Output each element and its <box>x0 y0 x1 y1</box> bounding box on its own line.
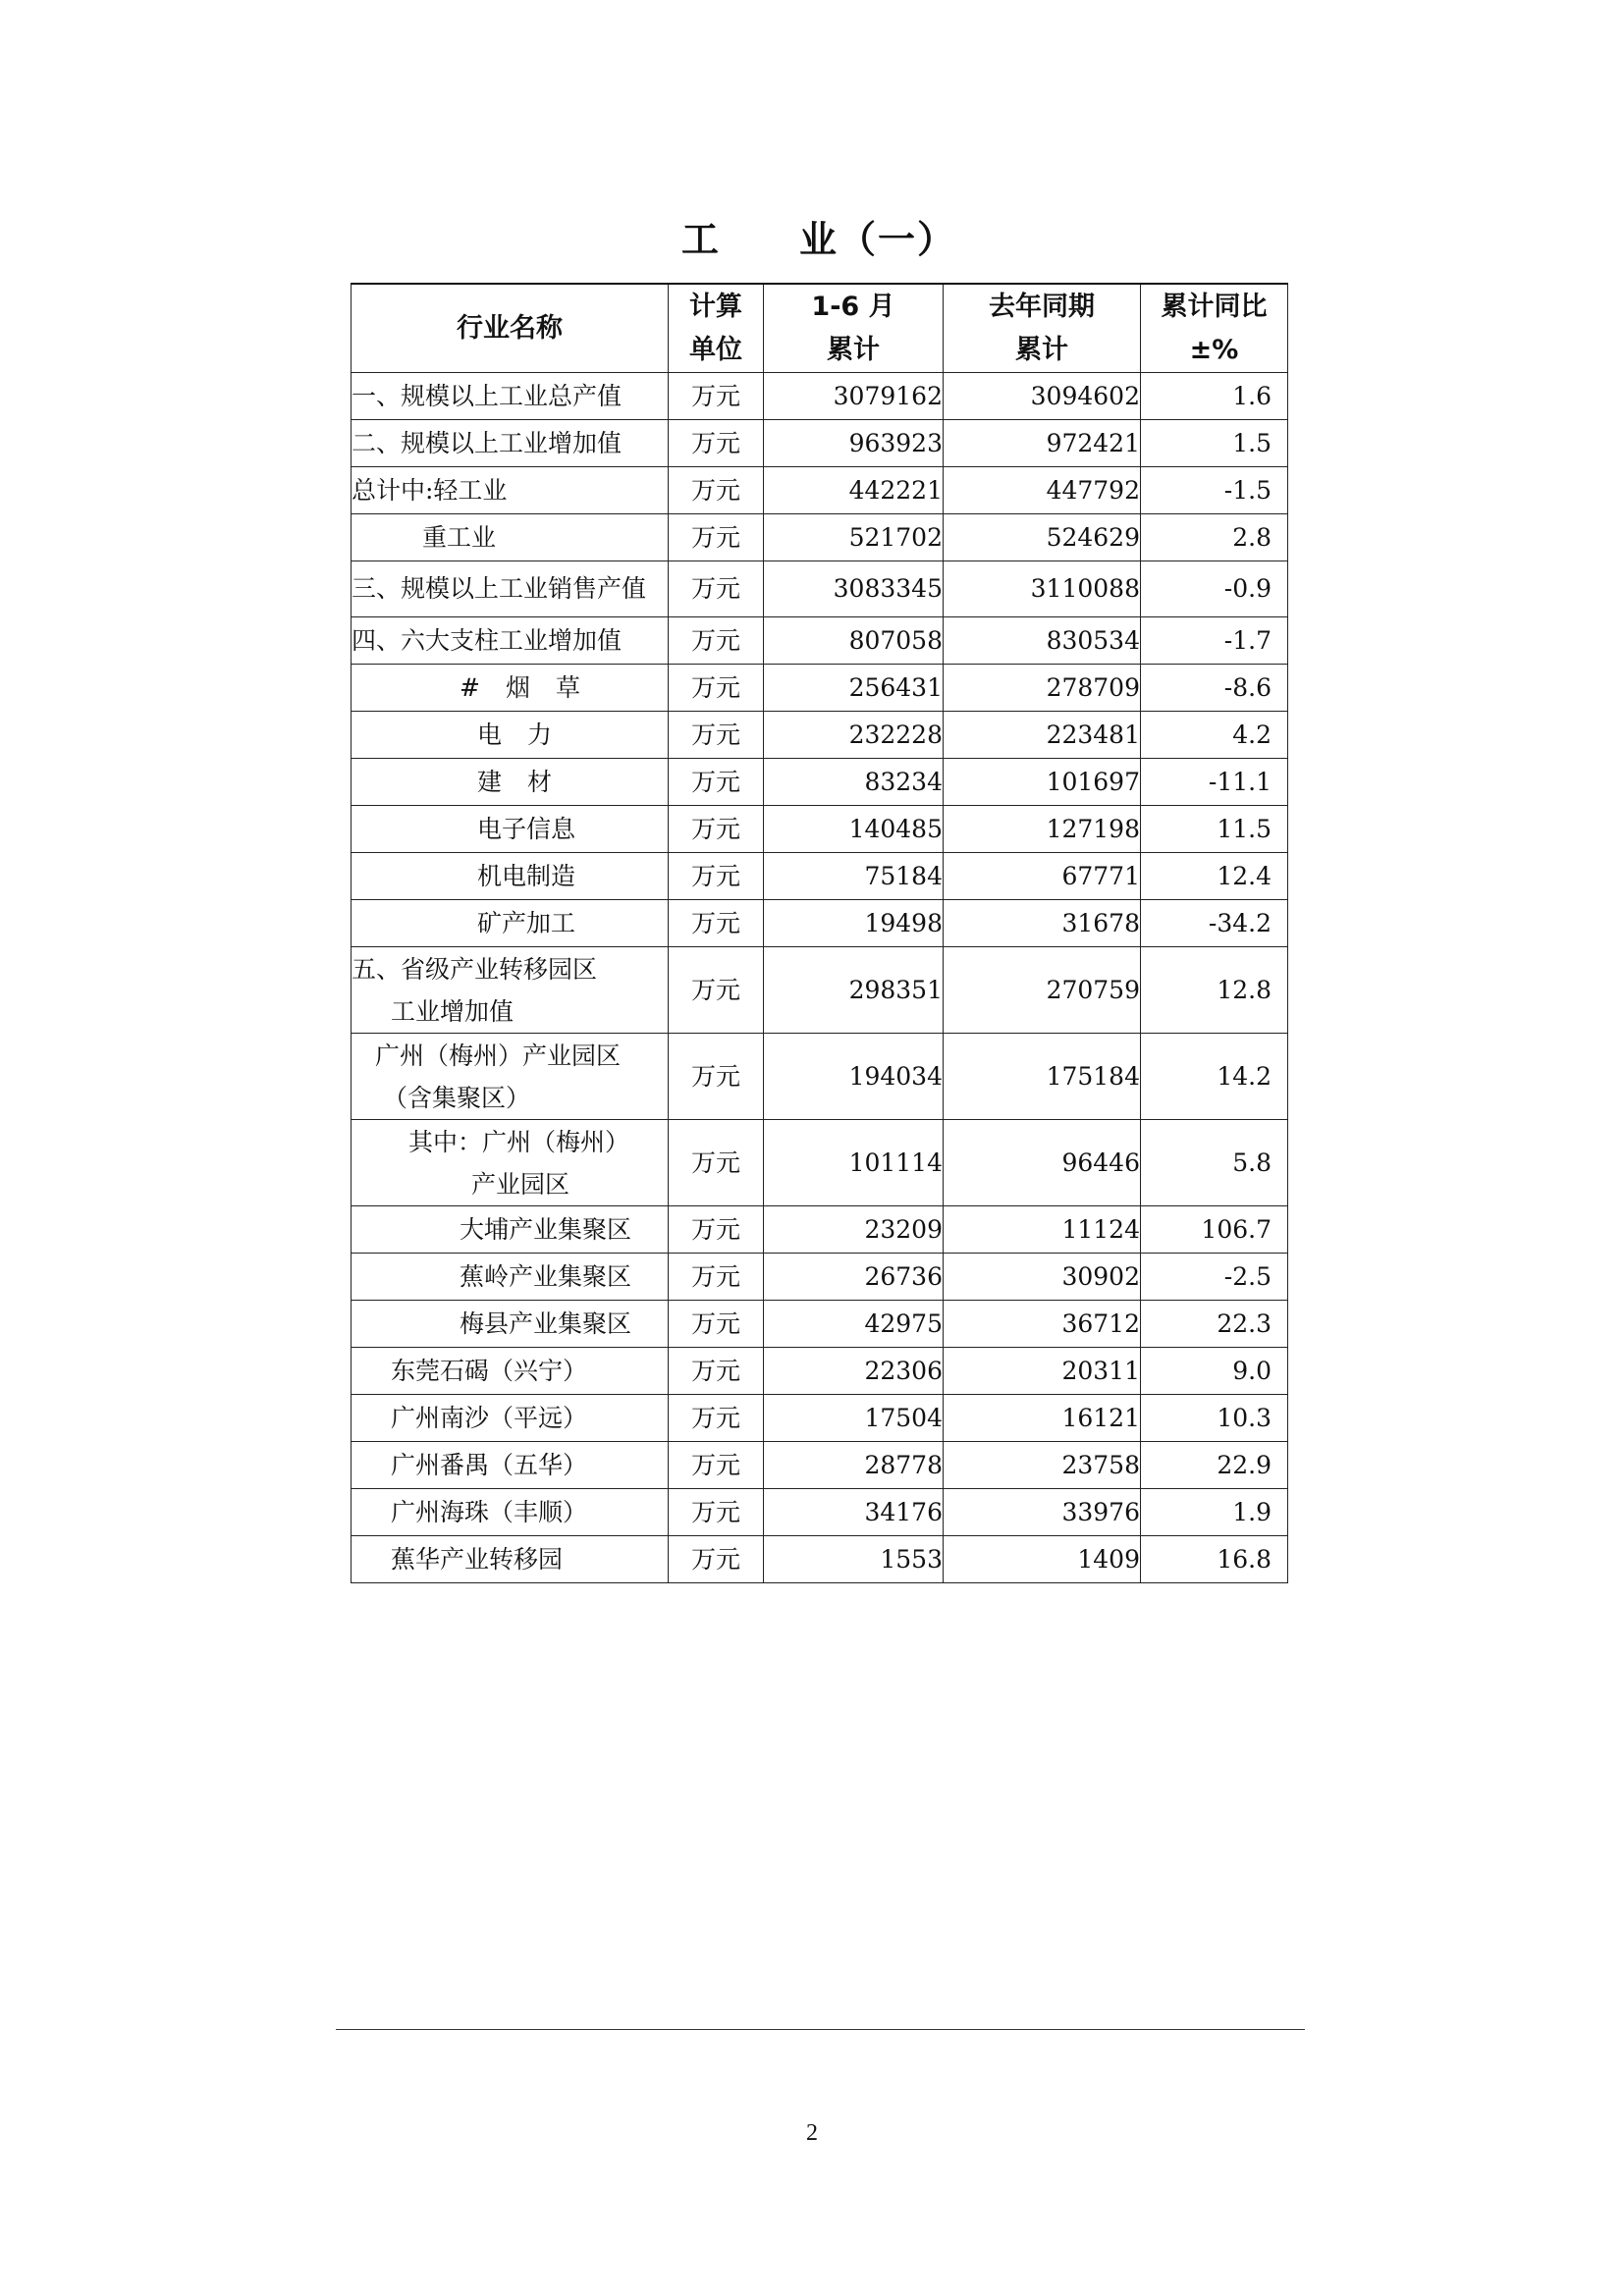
table-row <box>352 1254 1288 1301</box>
table-row <box>352 1442 1288 1489</box>
row-change: -8.6 <box>1141 665 1288 712</box>
table-row <box>352 712 1288 759</box>
row-prior: 3110088 <box>944 561 1141 617</box>
row-current: 1553 <box>764 1536 944 1583</box>
row-unit: 万元 <box>669 420 764 467</box>
row-current: 23209 <box>764 1206 944 1254</box>
row-unit: 万元 <box>669 617 764 665</box>
table-row <box>352 759 1288 806</box>
row-change: 16.8 <box>1141 1536 1288 1583</box>
row-current: 75184 <box>764 853 944 900</box>
row-prior: 33976 <box>944 1489 1141 1536</box>
row-prior: 223481 <box>944 712 1141 759</box>
row-change: -11.1 <box>1141 759 1288 806</box>
row-prior: 278709 <box>944 665 1141 712</box>
row-current: 17504 <box>764 1395 944 1442</box>
row-prior: 830534 <box>944 617 1141 665</box>
row-unit: 万元 <box>669 514 764 561</box>
row-prior: 101697 <box>944 759 1141 806</box>
row-change: -1.5 <box>1141 467 1288 514</box>
row-current: 19498 <box>764 900 944 947</box>
row-prior: 67771 <box>944 853 1141 900</box>
table-header-row <box>352 284 1288 373</box>
row-change: 1.6 <box>1141 373 1288 420</box>
table-row <box>352 806 1288 853</box>
row-unit: 万元 <box>669 1254 764 1301</box>
row-unit: 万元 <box>669 1301 764 1348</box>
row-name: 矿产加工 <box>352 900 669 947</box>
row-change: 4.2 <box>1141 712 1288 759</box>
page-number: 2 <box>806 2120 818 2146</box>
row-prior: 23758 <box>944 1442 1141 1489</box>
row-prior: 972421 <box>944 420 1141 467</box>
table-row <box>352 900 1288 947</box>
row-prior: 36712 <box>944 1301 1141 1348</box>
table-row <box>352 1120 1288 1206</box>
row-current: 26736 <box>764 1254 944 1301</box>
row-change: 106.7 <box>1141 1206 1288 1254</box>
row-change: -34.2 <box>1141 900 1288 947</box>
row-change: -1.7 <box>1141 617 1288 665</box>
row-change: 22.9 <box>1141 1442 1288 1489</box>
row-name: 广州南沙（平远） <box>352 1395 669 1442</box>
row-name: #烟草 <box>352 665 669 712</box>
row-name: 重工业 <box>352 514 669 561</box>
row-unit: 万元 <box>669 947 764 1034</box>
row-change: -0.9 <box>1141 561 1288 617</box>
row-name: 广州番禺（五华） <box>352 1442 669 1489</box>
row-current: 42975 <box>764 1301 944 1348</box>
row-change: 12.4 <box>1141 853 1288 900</box>
row-change: 1.9 <box>1141 1489 1288 1536</box>
row-change: 12.8 <box>1141 947 1288 1034</box>
row-change: 2.8 <box>1141 514 1288 561</box>
row-unit: 万元 <box>669 1489 764 1536</box>
table-row <box>352 1034 1288 1120</box>
row-change: 11.5 <box>1141 806 1288 853</box>
header-unit: 计算 单位 <box>669 284 764 373</box>
row-unit: 万元 <box>669 1536 764 1583</box>
row-prior: 96446 <box>944 1120 1141 1206</box>
table-row <box>352 947 1288 1034</box>
row-current: 298351 <box>764 947 944 1034</box>
row-current: 101114 <box>764 1120 944 1206</box>
row-name: 蕉华产业转移园 <box>352 1536 669 1583</box>
row-prior: 16121 <box>944 1395 1141 1442</box>
row-current: 83234 <box>764 759 944 806</box>
row-prior: 1409 <box>944 1536 1141 1583</box>
row-name: 四、六大支柱工业增加值 <box>352 617 669 665</box>
row-name: 广州海珠（丰顺） <box>352 1489 669 1536</box>
table-row <box>352 420 1288 467</box>
row-unit: 万元 <box>669 900 764 947</box>
header-current: 1-6 月 累计 <box>764 284 944 373</box>
row-unit: 万元 <box>669 806 764 853</box>
row-unit: 万元 <box>669 712 764 759</box>
row-current: 22306 <box>764 1348 944 1395</box>
row-current: 3079162 <box>764 373 944 420</box>
table-row <box>352 1301 1288 1348</box>
row-prior: 20311 <box>944 1348 1141 1395</box>
row-name: 电力 <box>352 712 669 759</box>
table-row <box>352 467 1288 514</box>
row-unit: 万元 <box>669 561 764 617</box>
row-name: 广州（梅州）产业园区 （含集聚区） <box>352 1034 669 1120</box>
row-current: 963923 <box>764 420 944 467</box>
row-name: 建材 <box>352 759 669 806</box>
row-name: 电子信息 <box>352 806 669 853</box>
table-row <box>352 853 1288 900</box>
table-row <box>352 1489 1288 1536</box>
row-name: 机电制造 <box>352 853 669 900</box>
row-unit: 万元 <box>669 759 764 806</box>
table-row <box>352 373 1288 420</box>
row-prior: 11124 <box>944 1206 1141 1254</box>
row-unit: 万元 <box>669 1206 764 1254</box>
row-unit: 万元 <box>669 665 764 712</box>
row-unit: 万元 <box>669 373 764 420</box>
row-current: 140485 <box>764 806 944 853</box>
header-prior: 去年同期 累计 <box>944 284 1141 373</box>
row-prior: 127198 <box>944 806 1141 853</box>
row-current: 256431 <box>764 665 944 712</box>
row-prior: 175184 <box>944 1034 1141 1120</box>
row-current: 442221 <box>764 467 944 514</box>
row-name: 三、规模以上工业销售产值 <box>352 561 669 617</box>
row-change: 1.5 <box>1141 420 1288 467</box>
row-current: 194034 <box>764 1034 944 1120</box>
table-row <box>352 1206 1288 1254</box>
row-unit: 万元 <box>669 853 764 900</box>
row-prior: 30902 <box>944 1254 1141 1301</box>
table-row <box>352 617 1288 665</box>
row-current: 28778 <box>764 1442 944 1489</box>
row-name: 一、规模以上工业总产值 <box>352 373 669 420</box>
row-change: -2.5 <box>1141 1254 1288 1301</box>
row-current: 521702 <box>764 514 944 561</box>
row-name: 其中：广州（梅州） 产业园区 <box>352 1120 669 1206</box>
row-name: 东莞石碣（兴宁） <box>352 1348 669 1395</box>
row-change: 10.3 <box>1141 1395 1288 1442</box>
row-prior: 31678 <box>944 900 1141 947</box>
row-unit: 万元 <box>669 1034 764 1120</box>
table-row <box>352 1348 1288 1395</box>
row-prior: 270759 <box>944 947 1141 1034</box>
row-unit: 万元 <box>669 1395 764 1442</box>
row-change: 9.0 <box>1141 1348 1288 1395</box>
row-name: 五、省级产业转移园区 工业增加值 <box>352 947 669 1034</box>
row-name: 二、规模以上工业增加值 <box>352 420 669 467</box>
table-row <box>352 1536 1288 1583</box>
page-title: 工 业（一） <box>680 218 956 261</box>
row-prior: 447792 <box>944 467 1141 514</box>
table-row <box>352 561 1288 617</box>
header-change: 累计同比 ±% <box>1141 284 1288 373</box>
row-name: 梅县产业集聚区 <box>352 1301 669 1348</box>
row-change: 22.3 <box>1141 1301 1288 1348</box>
row-name: 蕉岭产业集聚区 <box>352 1254 669 1301</box>
footer-divider <box>336 2029 1305 2030</box>
row-current: 232228 <box>764 712 944 759</box>
row-name: 总计中:轻工业 <box>352 467 669 514</box>
row-change: 14.2 <box>1141 1034 1288 1120</box>
industry-table <box>351 283 1288 1583</box>
row-prior: 524629 <box>944 514 1141 561</box>
row-current: 34176 <box>764 1489 944 1536</box>
header-name: 行业名称 <box>352 284 669 373</box>
table-row <box>352 665 1288 712</box>
row-unit: 万元 <box>669 467 764 514</box>
table-row <box>352 1395 1288 1442</box>
row-unit: 万元 <box>669 1348 764 1395</box>
row-prior: 3094602 <box>944 373 1141 420</box>
row-current: 807058 <box>764 617 944 665</box>
table-row <box>352 514 1288 561</box>
row-change: 5.8 <box>1141 1120 1288 1206</box>
row-unit: 万元 <box>669 1442 764 1489</box>
row-unit: 万元 <box>669 1120 764 1206</box>
row-current: 3083345 <box>764 561 944 617</box>
row-name: 大埔产业集聚区 <box>352 1206 669 1254</box>
